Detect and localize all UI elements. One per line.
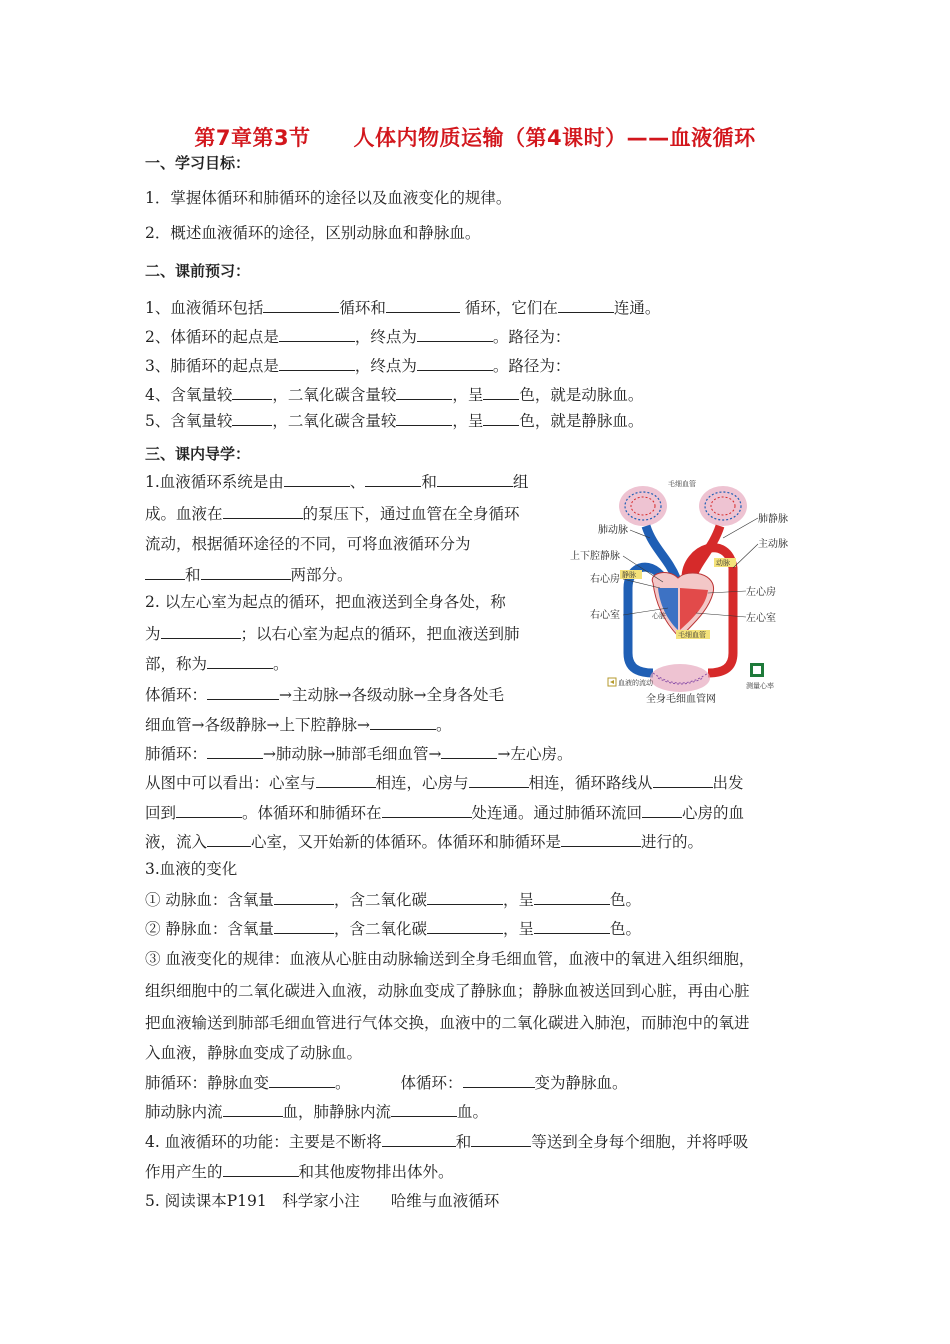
section-heading-preview: 二、课前预习： [145, 262, 251, 280]
lung-capillary-left [619, 486, 667, 526]
guide-p1-line3: 流动，根据循环途径的不同，可将血液循环分为 [145, 535, 471, 553]
answer-blank[interactable] [274, 917, 334, 934]
answer-blank[interactable] [279, 325, 355, 342]
section-heading-guide: 三、课内导学： [145, 445, 251, 463]
guide-function-line1: 4. 血液循环的功能：主要是不断将 和 等送到全身每个细胞，并将呼吸 [145, 1130, 748, 1153]
top-capillary-label: 毛细血管 [668, 480, 696, 488]
answer-blank[interactable] [284, 470, 350, 487]
section-heading-goals: 一、学习目标： [145, 154, 251, 172]
bottom-capillary-label: 毛细血管 [678, 631, 706, 639]
answer-blank[interactable] [263, 296, 339, 313]
guide-p5-line3: 液，流入 心室，又开始新的体循环。体循环和肺循环是 进行的。 [145, 830, 703, 853]
label-vena-cava: 上下腔静脉 [570, 551, 620, 562]
guide-systemic-line1: 体循环： →主动脉→各级动脉→全身各处毛 [145, 683, 504, 706]
answer-blank[interactable] [161, 622, 241, 639]
heart-tag: 心脏 [652, 612, 666, 620]
answer-blank[interactable] [223, 1100, 283, 1117]
answer-blank[interactable] [642, 801, 682, 818]
answer-blank[interactable] [463, 1071, 535, 1088]
guide-p5-line2: 回到 。体循环和肺循环在 处连通。通过肺循环流回 心房的血 [145, 801, 744, 824]
answer-blank[interactable] [396, 383, 452, 400]
label-body-capillaries: 全身毛细血管网 [646, 694, 716, 705]
heart [652, 573, 713, 638]
label-right-ventricle: 右心室 [590, 610, 620, 621]
lower-artery-vessel [708, 628, 733, 673]
answer-blank[interactable] [382, 801, 472, 818]
answer-blank[interactable] [232, 383, 272, 400]
answer-blank[interactable] [370, 713, 436, 730]
answer-blank[interactable] [558, 296, 614, 313]
lung-capillary-right [699, 486, 747, 526]
answer-blank[interactable] [269, 1071, 335, 1088]
preview-q5: 5、含氧量较 ，二氧化碳含量较 ，呈 色，就是静脉血。 [145, 409, 643, 432]
guide-rule-line2: 组织细胞中的二氧化碳进入血液，动脉血变成了静脉血；静脉血被送回到心脏，再由心脏 [145, 982, 750, 1000]
preview-q4: 4、含氧量较 ，二氧化碳含量较 ，呈 色，就是动脉血。 [145, 383, 643, 406]
guide-function-line2: 作用产生的 和其他废物排出体外。 [145, 1160, 454, 1183]
answer-blank[interactable] [441, 742, 497, 759]
page-title: 第7章第3节 人体内物质运输（第4课时）——血液循环 [194, 126, 756, 150]
preview-q1: 1、血液循环包括 循环和 循环，它们在 连通。 [145, 296, 660, 319]
answer-blank[interactable] [391, 1100, 457, 1117]
guide-p5-line1: 从图中可以看出：心室与 相连，心房与 相连，循环路线从 出发 [145, 771, 744, 794]
legend [608, 678, 653, 687]
answer-blank[interactable] [653, 771, 713, 788]
label-left-atrium: 左心房 [746, 587, 776, 598]
answer-blank[interactable] [365, 470, 421, 487]
guide-rule-line4: 入血液，静脉血变成了动脉血。 [145, 1044, 363, 1062]
guide-arterial-blood: ① 动脉血：含氧量 ，含二氧化碳 ，呈 色。 [145, 888, 641, 911]
legend-label: 血液的流动 [618, 679, 653, 687]
answer-blank[interactable] [417, 325, 493, 342]
preview-q2: 2、体循环的起点是 ，终点为 。路径为： [145, 325, 570, 348]
guide-p2-line1: 2. 以左心室为起点的循环，把血液送到全身各处，称 [145, 593, 506, 611]
goal-2: 2．概述血液循环的途径，区别动脉血和静脉血。 [145, 224, 481, 242]
label-right-atrium: 右心房 [590, 574, 620, 585]
answer-blank[interactable] [437, 470, 513, 487]
guide-systemic-line2: 细血管→各级静脉→上下腔静脉→ 。 [145, 713, 451, 736]
guide-p1-line4: 和 两部分。 [145, 563, 353, 586]
answer-blank[interactable] [207, 652, 273, 669]
label-left-ventricle: 左心室 [746, 613, 776, 624]
artery-tag: 动脉 [716, 559, 730, 567]
guide-rule-line3: 把血液输送到肺部毛细血管进行气体交换，血液中的二氧化碳进入肺泡，而肺泡中的氧进 [145, 1014, 750, 1032]
label-pulmonary-vein: 肺静脉 [758, 514, 788, 525]
answer-blank[interactable] [483, 409, 519, 426]
lower-vein-vessel [628, 628, 653, 673]
guide-p2-line2: 为 ；以右心室为起点的循环，把血液送到肺 [145, 622, 520, 645]
guide-rule-line1: ③ 血液变化的规律：血液从心脏由动脉输送到全身毛细血管，血液中的氧进入组织细胞， [145, 950, 755, 968]
label-pulmonary-artery: 肺动脉 [598, 525, 628, 536]
answer-blank[interactable] [223, 502, 303, 519]
answer-blank[interactable] [427, 917, 503, 934]
answer-blank[interactable] [427, 888, 503, 905]
answer-blank[interactable] [534, 888, 610, 905]
answer-blank[interactable] [145, 563, 185, 580]
answer-blank[interactable] [316, 771, 376, 788]
answer-blank[interactable] [534, 917, 610, 934]
answer-blank[interactable] [382, 1130, 456, 1147]
answer-blank[interactable] [207, 742, 263, 759]
guide-p1-line1: 1.血液循环系统是由 、 和 组 [145, 470, 528, 493]
guide-reading: 5. 阅读课本P191 科学家小注 哈维与血液循环 [145, 1192, 500, 1210]
answer-blank[interactable] [207, 683, 279, 700]
answer-blank[interactable] [471, 1130, 531, 1147]
answer-blank[interactable] [417, 354, 493, 371]
answer-blank[interactable] [232, 409, 272, 426]
label-aorta: 主动脉 [758, 539, 788, 550]
answer-blank[interactable] [176, 801, 242, 818]
vein-tag: 静脉 [622, 571, 636, 579]
heart-rate-icon [746, 663, 774, 690]
answer-blank[interactable] [561, 830, 641, 847]
corner-tag: 测量心率 [746, 682, 774, 690]
answer-blank[interactable] [223, 1160, 299, 1177]
answer-blank[interactable] [469, 771, 529, 788]
blood-circulation-diagram [568, 478, 788, 706]
answer-blank[interactable] [274, 888, 334, 905]
answer-blank[interactable] [483, 383, 519, 400]
guide-blood-change-heading: 3.血液的变化 [145, 860, 238, 878]
goal-1: 1．掌握体循环和肺循环的途径以及血液变化的规律。 [145, 189, 512, 207]
answer-blank[interactable] [201, 563, 291, 580]
preview-q3: 3、肺循环的起点是 ，终点为 。路径为： [145, 354, 570, 377]
guide-p11: 肺动脉内流 血，肺静脉内流 血。 [145, 1100, 488, 1123]
guide-p2-line3: 部，称为 。 [145, 652, 289, 675]
guide-p10: 肺循环：静脉血变 。 体循环： 变为静脉血。 [145, 1071, 628, 1094]
answer-blank[interactable] [279, 354, 355, 371]
answer-blank[interactable] [207, 830, 251, 847]
guide-venous-blood: ② 静脉血：含氧量 ，含二氧化碳 ，呈 色。 [145, 917, 641, 940]
answer-blank[interactable] [386, 296, 460, 313]
body-capillary-network [650, 664, 710, 692]
answer-blank[interactable] [396, 409, 452, 426]
guide-pulmonary: 肺循环： →肺动脉→肺部毛细血管→ →左心房。 [145, 742, 572, 765]
guide-p1-line2: 成。血液在 的泵压下，通过血管在全身循环 [145, 502, 520, 525]
